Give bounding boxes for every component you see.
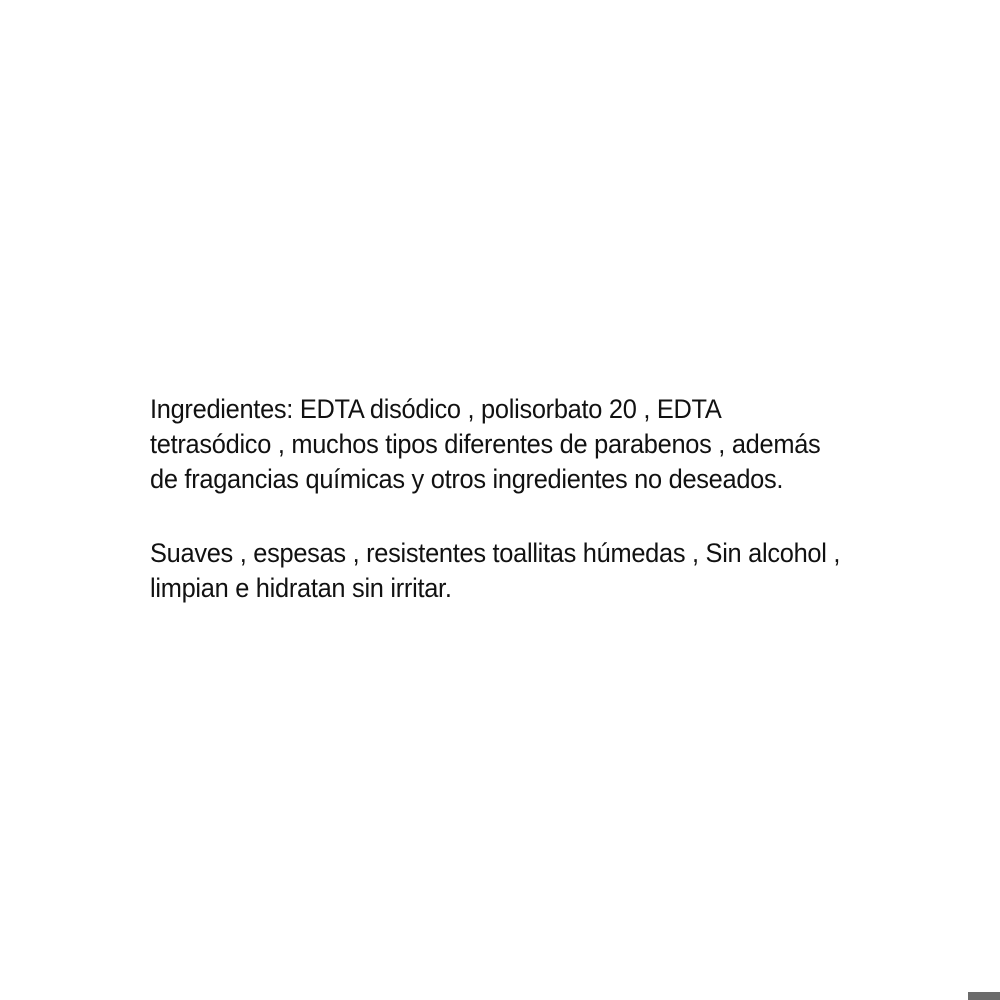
ingredients-line: tetrasódico , muchos tipos diferentes de parabenos , además (150, 429, 821, 459)
description-paragraph (150, 536, 841, 606)
description-line: limpian e hidratan sin irritar. (150, 573, 452, 603)
ingredients-line: Ingredientes: EDTA disódico , polisorbato 20 , EDTA (150, 394, 722, 424)
product-text-block (150, 392, 841, 645)
ingredients-line: de fragancias químicas y otros ingredientes no deseados. (150, 464, 784, 494)
ingredients-paragraph (150, 392, 827, 497)
corner-mark (968, 992, 1000, 1000)
description-line: Suaves , espesas , resistentes toallitas húmedas , Sin alcohol , (150, 538, 841, 568)
